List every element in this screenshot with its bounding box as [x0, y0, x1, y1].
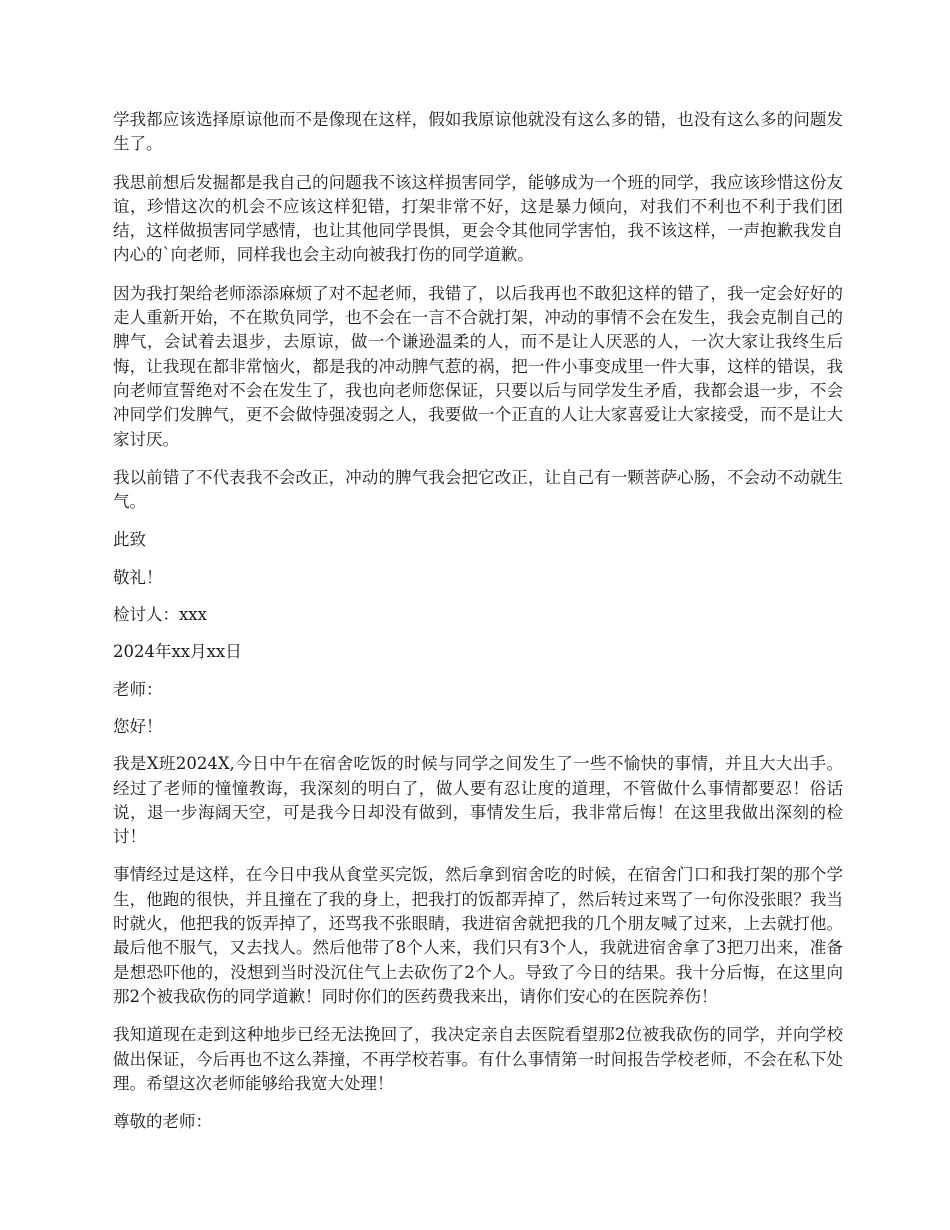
closing-regards: 敬礼！	[113, 567, 163, 587]
document-body	[113, 108, 843, 1147]
signature-author: 检讨人：xxx	[113, 605, 207, 625]
paragraph-incident-intro: 我是X班2024X,今日中午在宿舍吃饭的时候与同学之间发生了一些不愉快的事情，并且大大出手。经过了老师的憧憧教诲，我深刻的明白了，做人要有忍让度的道理，不管做什么事情都要忍！俗话说，退一步海阔天空，可是我今日却没有做到，事情发生后，我非常后悔！在这里我做出深刻的检讨！	[113, 754, 843, 847]
signature-date: 2024年xx月xx日	[113, 642, 242, 662]
letter-addressee-second: 尊敬的老师：	[113, 1112, 212, 1132]
closing-salutation: 此致	[113, 530, 146, 550]
letter-greeting: 您好！	[113, 716, 163, 736]
letter-addressee: 老师：	[113, 679, 163, 699]
paragraph-incident-details: 事情经过是这样，在今日中我从食堂买完饭，然后拿到宿舍吃的时候，在宿舍门口和我打架的那个学生，他跑的很快，并且撞在了我的身上，把我打的饭都弄掉了，然后转过来骂了一句你没张眼？我当时就火，他把我的饭弄掉了，还骂我不张眼睛，我进宿舍就把我的几个朋友喊了过来，上去就打他。最后他不服气，又去找人。然后他带了8个人来，我们只有3个人，我就进宿舍拿了3把刀出来，准备是想恐吓他的，没想到当时没沉住气上去砍伤了2个人。导致了今日的结果。我十分后悔，在这里向那2个被我砍伤的同学道歉！同时你们的医药费我来出，请你们安心的在医院养伤！	[113, 865, 843, 1006]
paragraph-forgive: 学我都应该选择原谅他而不是像现在这样，假如我原谅他就没有这么多的错，也没有这么多的问题发生了。	[113, 110, 843, 154]
paragraph-reflection: 我思前想后发掘都是我自己的问题我不该这样损害同学，能够成为一个班的同学，我应该珍惜这份友谊，珍惜这次的机会不应该这样犯错，打架非常不好，这是暴力倾向，对我们不利也不利于我们团结，这样做损害同学感情，也让其他同学畏惧，更会令其他同学害怕，我不该这样，一声抱歉我发自内心的`向老师，同样我也会主动向被我打伤的同学道歉。	[113, 172, 843, 265]
paragraph-commitment: 我知道现在走到这种地步已经无法挽回了，我决定亲自去医院看望那2位被我砍伤的同学，并向学校做出保证，今后再也不这么莽撞，不再学校若事。有什么事情第一时间报告学校老师，不会在私下处理。希望这次老师能够给我宽大处理！	[113, 1025, 843, 1093]
paragraph-apology-teacher: 因为我打架给老师添添麻烦了对不起老师，我错了，以后我再也不敢犯这样的错了，我一定会好好的走人重新开始，不在欺负同学，也不会在一言不合就打架，冲动的事情不会在发生，我会克制自己的脾气，会试着去退步，去原谅，做一个谦逊温柔的人，而不是让人厌恶的人，一次大家让我终生后悔，让我现在都非常恼火，都是我的冲动脾气惹的祸，把一件小事变成里一件大事，这样的错误，我向老师宣誓绝对不会在发生了，我也向老师您保证，只要以后与同学发生矛盾，我都会退一步，不会冲同学们发脾气，更不会做恃强凌弱之人，我要做一个正直的人让大家喜爱让大家接受，而不是让大家讨厌。	[113, 283, 843, 449]
paragraph-correction: 我以前错了不代表我不会改正，冲动的脾气我会把它改正，让自己有一颗菩萨心肠，不会动不动就生气。	[113, 467, 843, 512]
